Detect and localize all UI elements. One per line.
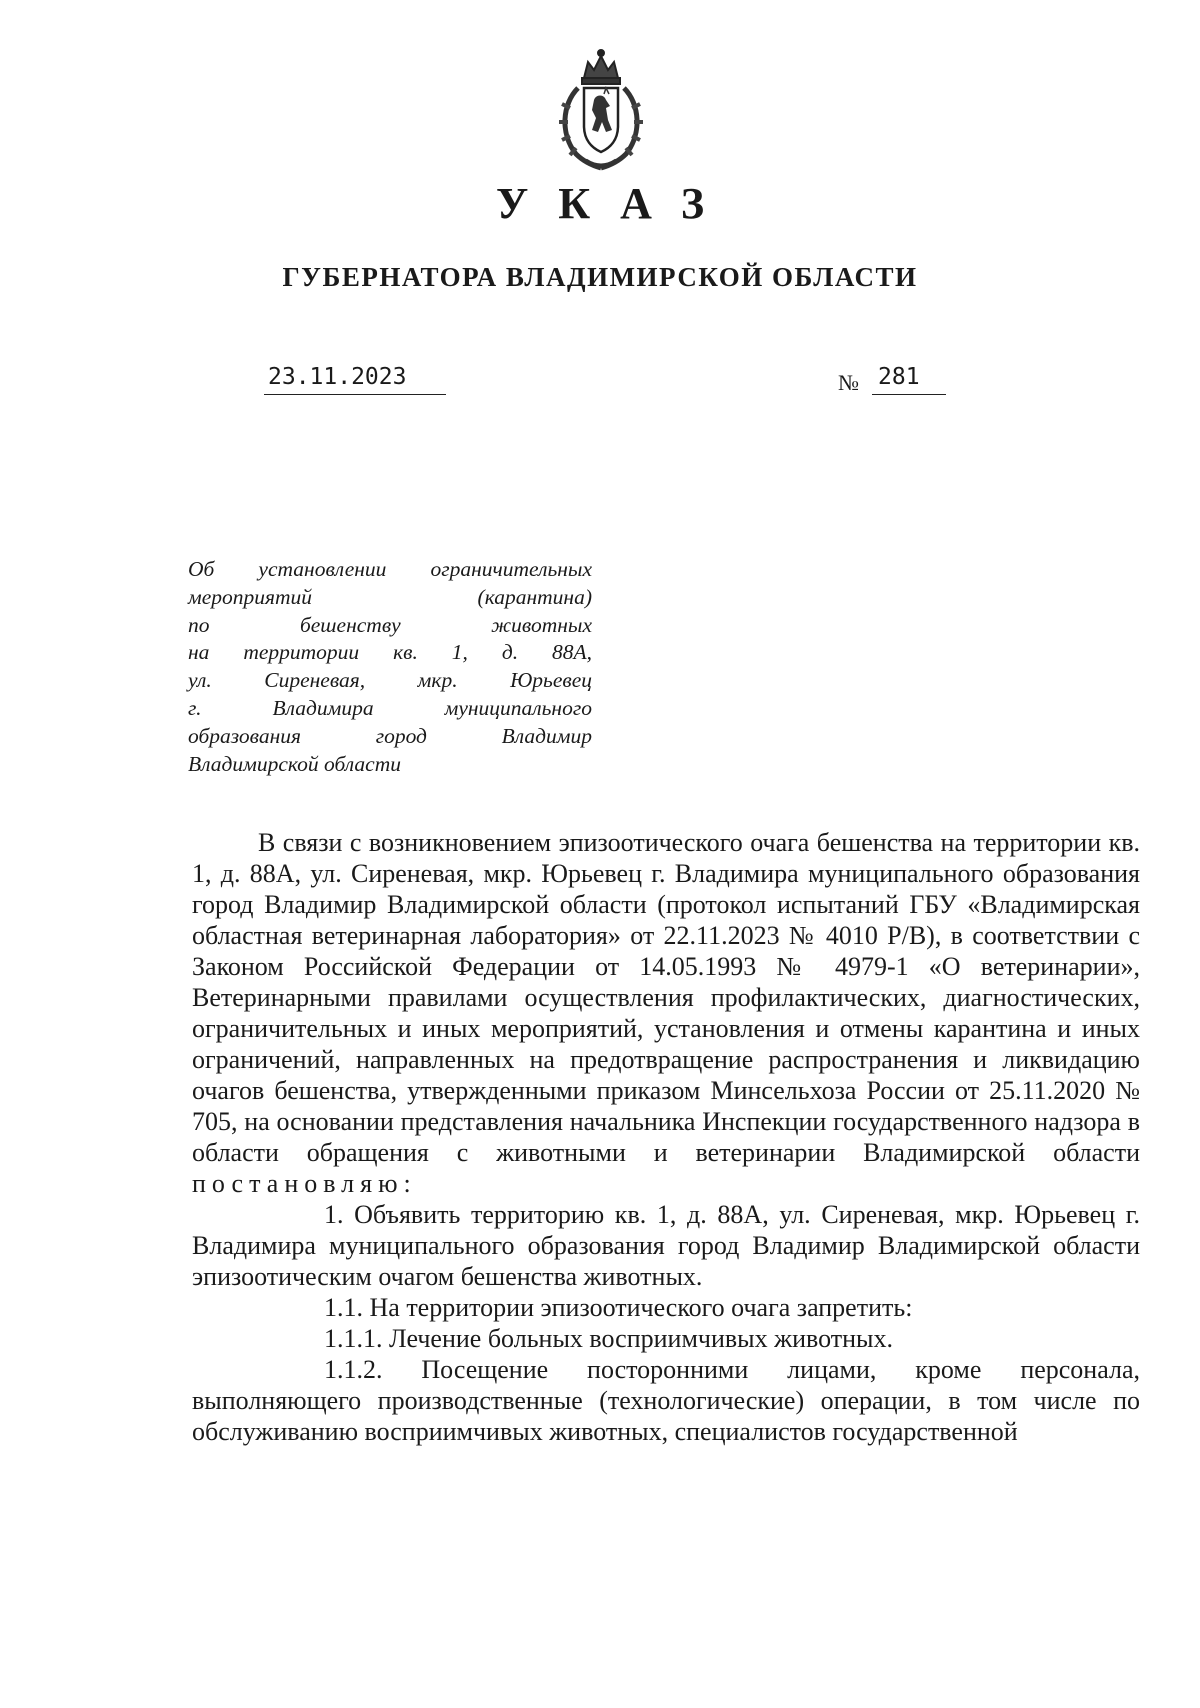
- subject-line: ул. Сиреневая, мкр. Юрьевец: [188, 668, 592, 693]
- subject-line: по бешенству животных: [188, 612, 592, 637]
- subject-line: г. Владимира муниципального: [188, 695, 592, 720]
- document-date: 23.11.2023: [264, 364, 446, 395]
- number-label: №: [838, 370, 859, 395]
- item-text: Лечение больных восприимчивых животных.: [389, 1324, 894, 1353]
- item-paragraph: [192, 1323, 1140, 1354]
- document-subtitle: ГУБЕРНАТОРА ВЛАДИМИРСКОЙ ОБЛАСТИ: [282, 262, 918, 292]
- item-text: На территории эпизоотического очага запретить:: [369, 1293, 913, 1322]
- item-text: Объявить территорию кв. 1, д. 88А, ул. Сиреневая, мкр. Юрьевец г. Владимира муниципального образования город Владимир Владимирской области эпизоотическим очагом бешенства животных.: [192, 1200, 1140, 1291]
- item-paragraph: [192, 1292, 1140, 1323]
- document-title: УКАЗ: [495, 179, 735, 228]
- subject-line: образования город Владимир: [188, 723, 592, 748]
- subject-line: Об установлении ограничительных: [188, 557, 592, 581]
- item-number: 1.: [324, 1200, 344, 1229]
- item-paragraph: [192, 1354, 1140, 1447]
- document-number: 281: [872, 364, 946, 395]
- item-number: 1.1.1.: [324, 1324, 383, 1353]
- document-body: [192, 827, 1140, 1447]
- preamble-text: В связи с возникновением эпизоотического очага бешенства на территории кв. 1, д. 88А, ул. Сиреневая, мкр. Юрьевец г. Владимира муниципального образования город Владимир Владимирской области (протокол испытаний ГБУ «Владимирская областная ветеринарная лаборатория» от 22.11.2023 № 4010 Р/В), в соответствии с Законом Российской Федерации от 14.05.1993 № 4979-1 «О ветеринарии», Ветеринарными правилами осуществления профилактических, диагностических, ограничительных и иных мероприятий, установления и отмены карантина и иных ограничений, направленных на предотвращение распространения и ликвидацию очагов бешенства, утвержденными приказом Минсельхоза России от 25.11.2020 № 705, на основании представления начальника Инспекции государственного надзора в области обращения с животными и ветеринарии Владимирской области: [192, 828, 1140, 1167]
- subject-heading: [188, 556, 592, 778]
- item-text: Посещение посторонними лицами, кроме персонала, выполняющего производственные (технологические) операции, в том числе по обслуживанию восприимчивых животных, специалистов государственной: [192, 1355, 1141, 1446]
- item-number: 1.1.: [324, 1293, 363, 1322]
- subject-line: на территории кв. 1, д. 88А,: [188, 640, 592, 665]
- item-paragraph: [192, 1199, 1140, 1292]
- decree-word: постановляю:: [192, 1169, 417, 1198]
- coat-of-arms-icon: [556, 48, 646, 172]
- subject-line: мероприятий (карантина): [188, 584, 592, 609]
- preamble-paragraph: [192, 827, 1140, 1199]
- subject-line: Владимирской области: [188, 751, 401, 776]
- item-number: 1.1.2.: [324, 1355, 383, 1384]
